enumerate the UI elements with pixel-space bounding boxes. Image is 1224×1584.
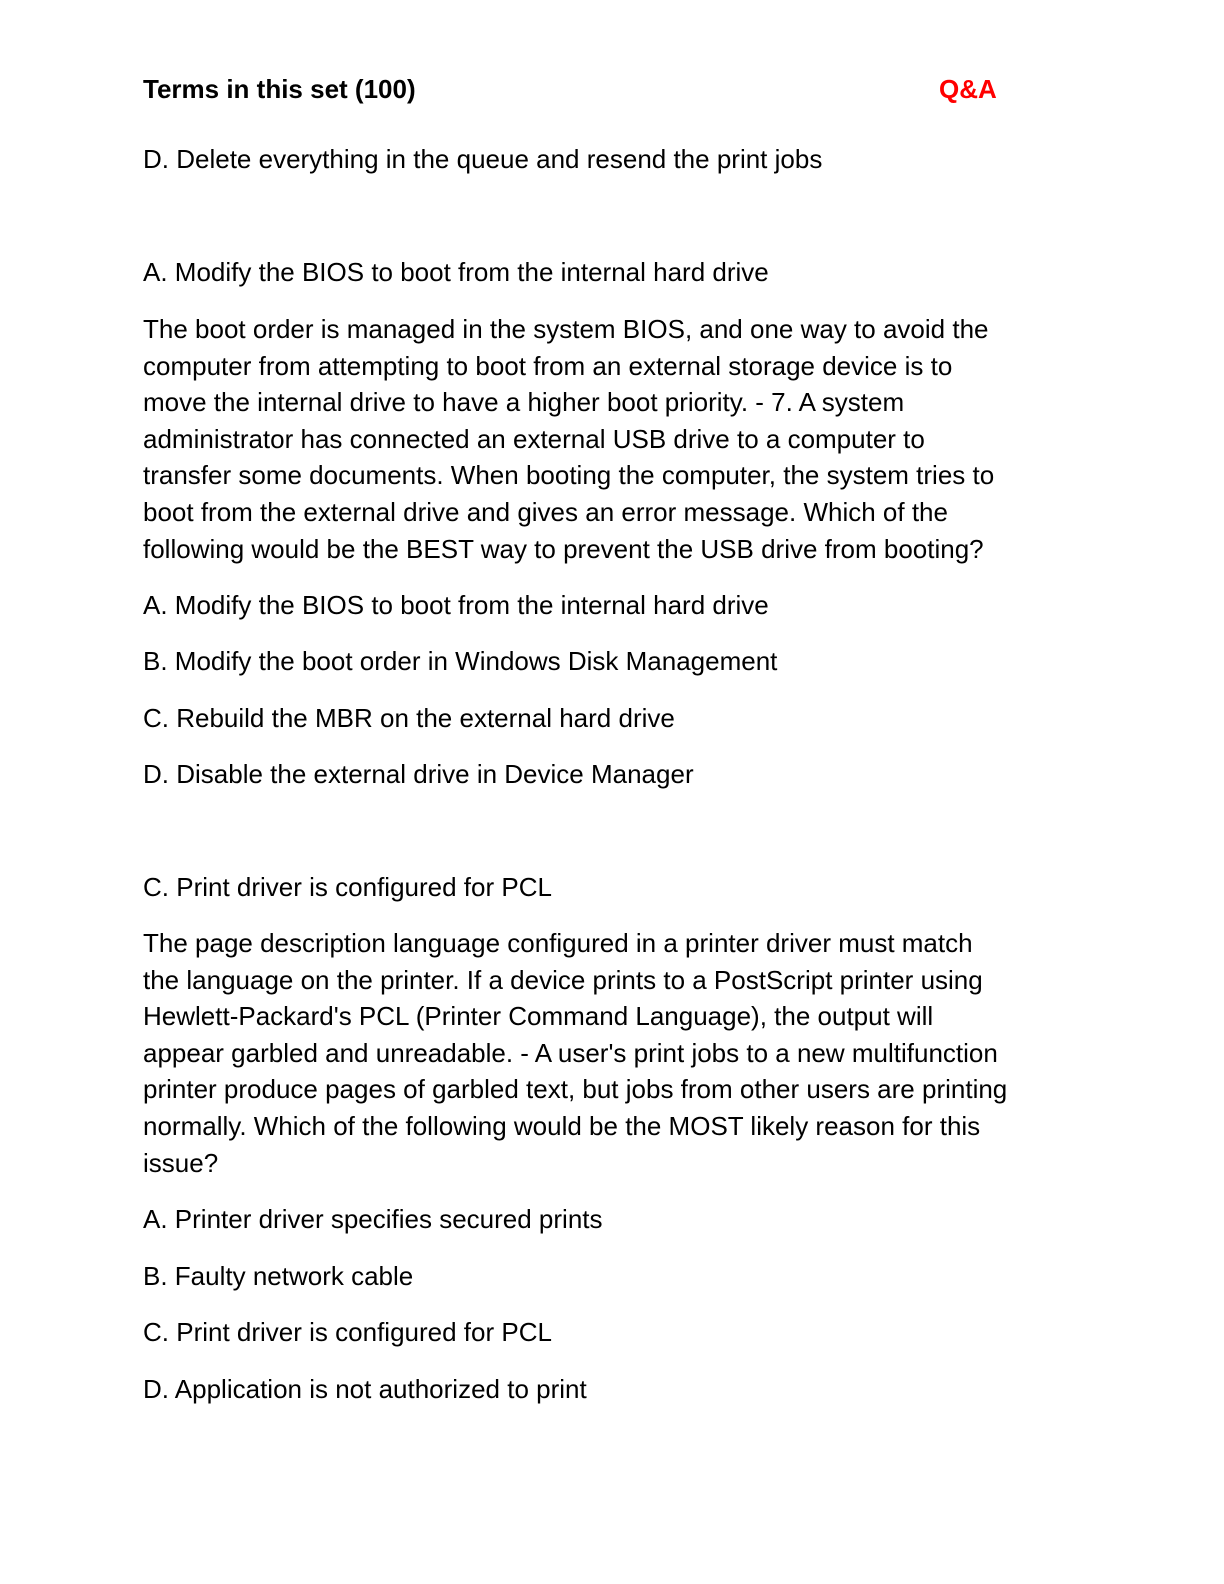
option-item: D. Disable the external drive in Device Manager bbox=[143, 759, 694, 789]
explanation-line: following would be the BEST way to prevent the USB drive from booting? bbox=[143, 533, 984, 564]
explanation-line: appear garbled and unreadable. - A user's print jobs to a new multifunction bbox=[143, 1037, 998, 1068]
option-item: C. Rebuild the MBR on the external hard drive bbox=[143, 703, 675, 733]
option-item: C. Print driver is configured for PCL bbox=[143, 1317, 552, 1347]
answer-text: A. Modify the BIOS to boot from the internal hard drive bbox=[143, 257, 769, 287]
explanation-line: Hewlett-Packard's PCL (Printer Command Language), the output will bbox=[143, 1001, 934, 1032]
explanation-line: transfer some documents. When booting the computer, the system tries to bbox=[143, 460, 995, 491]
explanation-line: move the internal drive to have a higher boot priority. - 7. A system bbox=[143, 387, 905, 418]
answer-text: C. Print driver is configured for PCL bbox=[143, 872, 552, 902]
explanation-paragraph bbox=[143, 925, 1078, 1181]
option-item: B. Faulty network cable bbox=[143, 1261, 414, 1291]
option-item: A. Modify the BIOS to boot from the internal hard drive bbox=[143, 590, 769, 620]
explanation-line: the language on the printer. If a device prints to a PostScript printer using bbox=[143, 964, 983, 995]
explanation-line: The boot order is managed in the system BIOS, and one way to avoid the bbox=[143, 314, 989, 344]
explanation-line: computer from attempting to boot from an external storage device is to bbox=[143, 350, 953, 381]
set-title: Terms in this set (100) bbox=[143, 74, 416, 104]
option-item: A. Printer driver specifies secured prints bbox=[143, 1204, 603, 1234]
explanation-line: issue? bbox=[143, 1147, 219, 1178]
explanation-line: boot from the external drive and gives an error message. Which of the bbox=[143, 496, 948, 527]
option-item: B. Modify the boot order in Windows Disk Management bbox=[143, 646, 778, 676]
explanation-paragraph bbox=[143, 311, 1078, 567]
qa-label: Q&A bbox=[939, 74, 997, 104]
explanation-line: printer produce pages of garbled text, but jobs from other users are printing bbox=[143, 1074, 1008, 1105]
explanation-line: administrator has connected an external USB drive to a computer to bbox=[143, 423, 925, 454]
explanation-line: normally. Which of the following would be the MOST likely reason for this bbox=[143, 1110, 981, 1141]
answer-text: D. Delete everything in the queue and resend the print jobs bbox=[143, 144, 823, 174]
explanation-line: The page description language configured in a printer driver must match bbox=[143, 928, 973, 958]
option-item: D. Application is not authorized to print bbox=[143, 1374, 587, 1404]
page-header bbox=[143, 72, 1003, 106]
